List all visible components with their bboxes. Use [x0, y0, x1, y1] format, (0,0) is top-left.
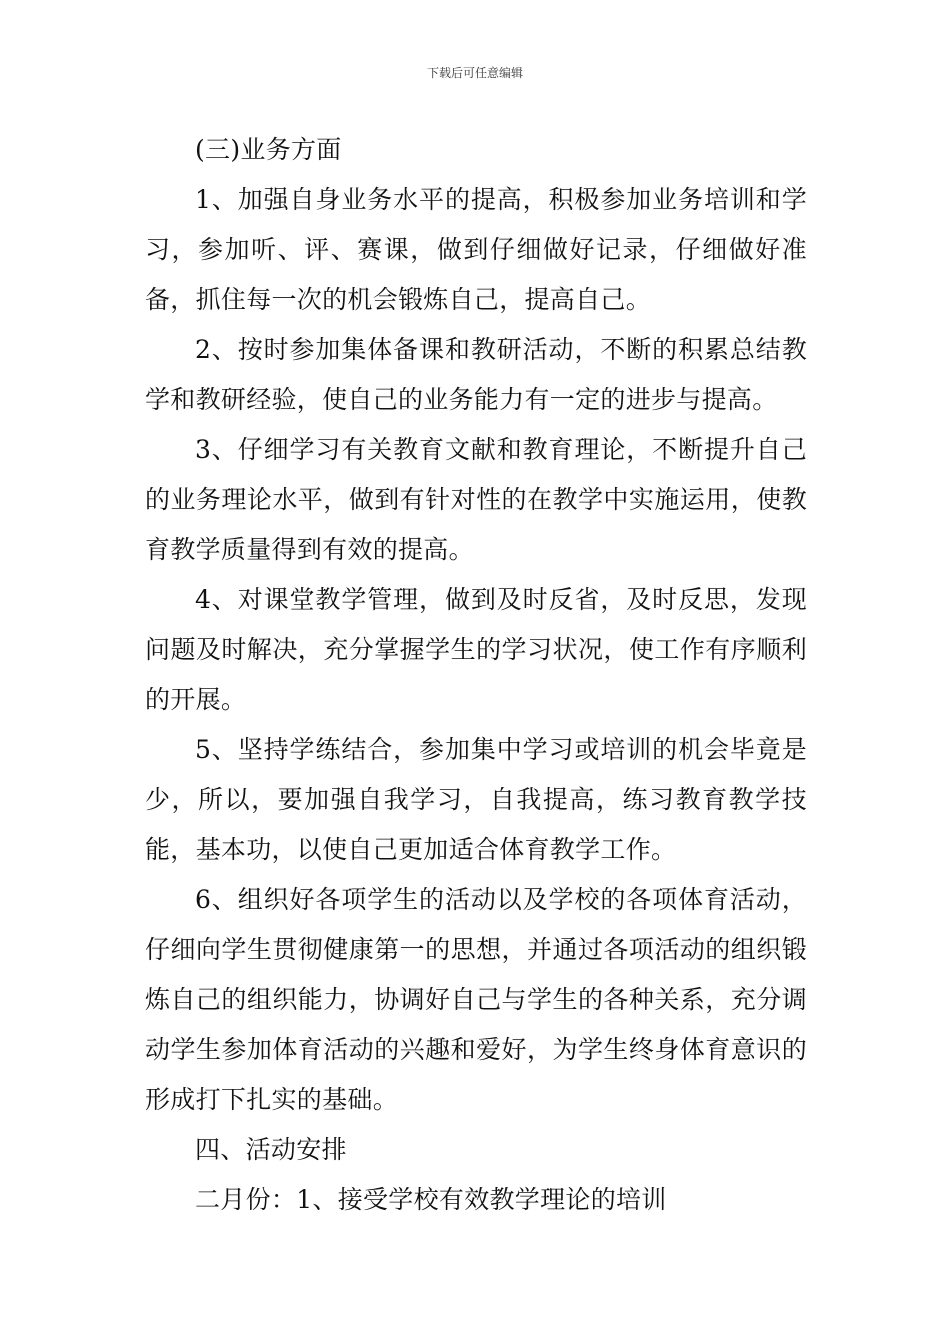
- paragraph-item-6: 6、组织好各项学生的活动以及学校的各项体育活动，仔细向学生贯彻健康第一的思想，并通过各项活动的组织锻炼自己的组织能力，协调好自己与学生的各种关系，充分调动学生参加体育活动的兴趣和爱好，为学生终身体育意识的形成打下扎实的基础。: [145, 885, 807, 1114]
- paragraph-item-5: 5、坚持学练结合，参加集中学习或培训的机会毕竟是少，所以，要加强自我学习，自我提高，练习教育教学技能，基本功，以使自己更加适合体育教学工作。: [145, 735, 807, 864]
- page-header-note: 下载后可任意编辑: [426, 66, 523, 80]
- paragraph-item-3: 3、仔细学习有关教育文献和教育理论，不断提升自己的业务理论水平，做到有针对性的在教学中实施运用，使教育教学质量得到有效的提高。: [145, 435, 807, 564]
- schedule-february: 二月份：1、接受学校有效教学理论的培训: [195, 1185, 667, 1214]
- paragraph-item-2: 2、按时参加集体备课和教研活动，不断的积累总结教学和教研经验，使自己的业务能力有一定的进步与提高。: [145, 335, 807, 414]
- section-heading-activities: 四、活动安排: [195, 1135, 347, 1164]
- document-body: [145, 125, 807, 1225]
- section-heading-business: (三)业务方面: [195, 135, 342, 164]
- paragraph-item-1: 1、加强自身业务水平的提高，积极参加业务培训和学习，参加听、评、赛课，做到仔细做好记录，仔细做好准备，抓住每一次的机会锻炼自己，提高自己。: [145, 185, 807, 314]
- paragraph-item-4: 4、对课堂教学管理，做到及时反省，及时反思，发现问题及时解决，充分掌握学生的学习状况，使工作有序顺利的开展。: [145, 585, 807, 714]
